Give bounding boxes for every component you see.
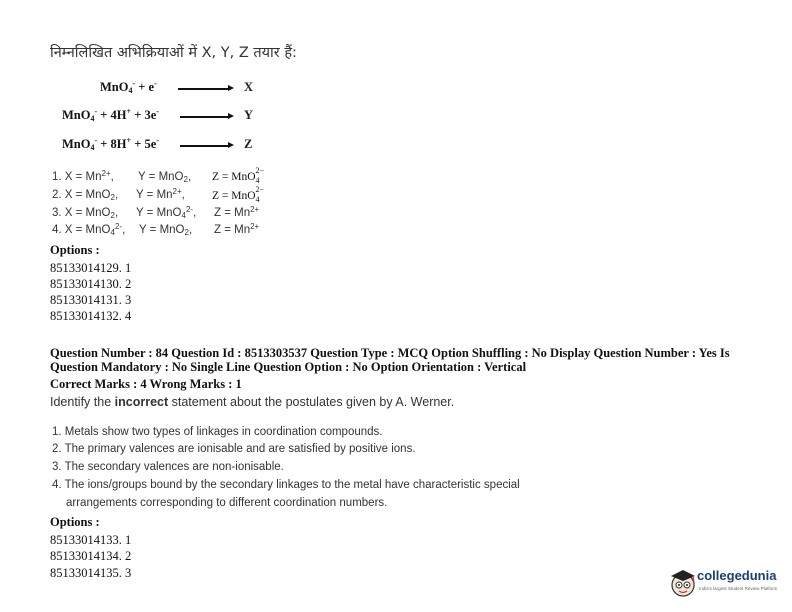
reaction-2: MnO$_4$- + 4H+ + 3e- bbox=[62, 107, 159, 123]
option-code: 85133014131. 3 bbox=[50, 293, 132, 307]
reaction-1: MnO$_4$- + e- bbox=[100, 79, 157, 95]
option-2: 2. X = MnO$_2$, bbox=[52, 189, 119, 202]
collegedunia-logo bbox=[668, 566, 788, 600]
option-1-y: Y = MnO$_2$, bbox=[138, 171, 192, 184]
statement-4: 4. The ions/groups bound by the secondary linkages to the metal have characteristic special bbox=[52, 479, 520, 491]
logo-tagline: India's largest Student Review Platform bbox=[699, 586, 778, 591]
statement-3: 3. The secondary valences are non-ionisable. bbox=[52, 461, 284, 473]
option-code: 85133014133. 1 bbox=[50, 533, 132, 547]
option-3-z: $Z = Mn^{2+}$ bbox=[214, 205, 260, 219]
options-heading: Options : bbox=[50, 515, 100, 529]
question-stem bbox=[50, 395, 454, 409]
statement-2: 2. The primary valences are ionisable and are satisfied by positive ions. bbox=[52, 443, 416, 455]
stem-bold: incorrect bbox=[114, 395, 169, 409]
option-2-z: Z = MnO 2− 4 bbox=[212, 185, 265, 204]
option-4-y: Y = MnO$_2$, bbox=[139, 224, 193, 237]
option-1: 1. $X = Mn^{2+}$, bbox=[52, 169, 114, 183]
options-heading: Options : bbox=[50, 243, 100, 257]
statement-4-cont: arrangements corresponding to different coordination numbers. bbox=[66, 497, 388, 509]
question-meta-line1: Question Number : 84 Question Id : 8513303537 Question Type : MCQ Option Shuffling : No Display Question Number : Yes Is bbox=[50, 346, 730, 360]
option-3-y: Y = MnO$_4^{2-}$, bbox=[136, 205, 197, 220]
question-intro: निम्नलिखित अभिक्रियाओं में X, Y, Z तयार हैं: bbox=[50, 45, 297, 61]
option-code: 85133014134. 2 bbox=[50, 549, 132, 563]
option-1-z: Z = MnO 2− 4 bbox=[212, 166, 265, 185]
arrow-icon bbox=[178, 88, 230, 90]
arrow-icon bbox=[180, 145, 230, 147]
reaction-3: MnO$_4$- + 8H+ + 5e- bbox=[62, 136, 159, 152]
option-4-z: $Z = Mn^{2+}$ bbox=[214, 222, 260, 236]
stem-post: statement about the postulates given by A. Werner. bbox=[171, 395, 455, 409]
stem-pre: Identify the bbox=[50, 395, 112, 409]
question-marks: Correct Marks : 4 Wrong Marks : 1 bbox=[50, 377, 242, 391]
option-code: 85133014129. 1 bbox=[50, 261, 132, 275]
option-code: 85133014130. 2 bbox=[50, 277, 132, 291]
reaction-2-product: Y bbox=[244, 108, 254, 122]
option-4: 4. X = MnO$_4^{2-}$, bbox=[52, 222, 126, 237]
question-meta-line2: Question Mandatory : No Single Line Question Option : No Option Orientation : Vertical bbox=[50, 360, 527, 374]
logo-name: collegedunia bbox=[697, 568, 777, 583]
statement-1: 1. Metals show two types of linkages in coordination compounds. bbox=[52, 426, 383, 438]
option-code: 85133014135. 3 bbox=[50, 566, 132, 580]
arrow-icon bbox=[180, 116, 230, 118]
mascot-icon bbox=[668, 566, 698, 600]
reaction-3-product: Z bbox=[244, 137, 253, 151]
reaction-1-product: X bbox=[244, 80, 254, 94]
option-3: 3. X = MnO$_2$, bbox=[52, 207, 119, 220]
option-2-y: $Y = Mn^{2+}$, bbox=[136, 187, 185, 201]
option-code: 85133014132. 4 bbox=[50, 309, 132, 323]
